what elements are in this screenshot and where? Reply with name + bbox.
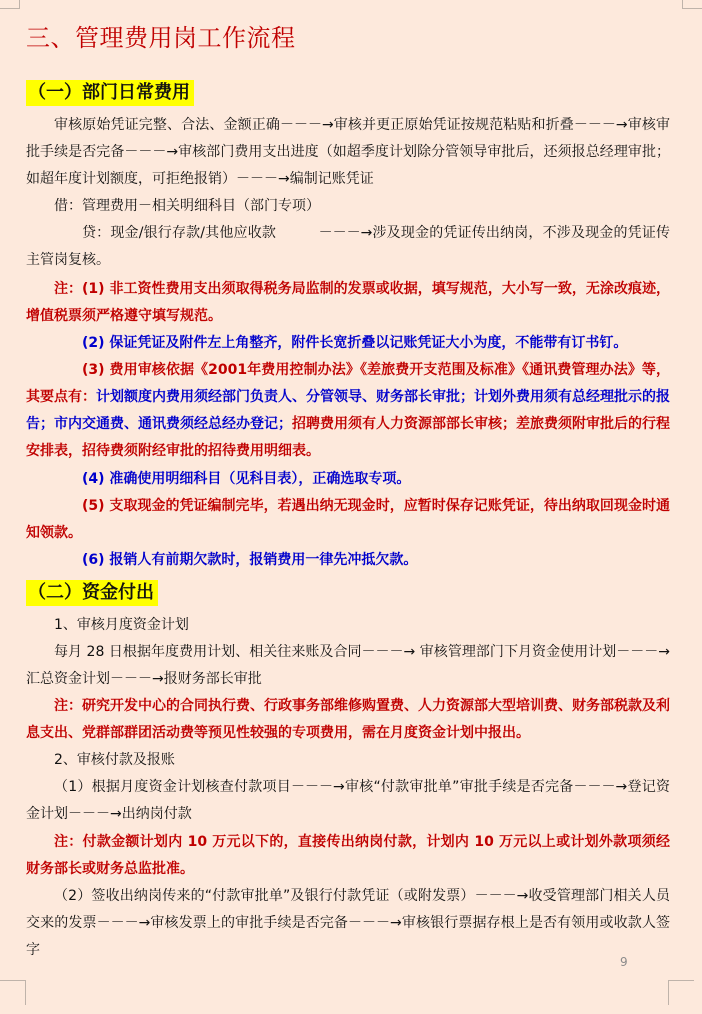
note-3 [26, 357, 670, 465]
crop-mark-bottom-right [668, 980, 694, 1005]
page-number: 9 [620, 955, 628, 969]
note-6: (6) 报销人有前期欠款时，报销费用一律先冲抵欠款。 [82, 552, 418, 568]
crop-mark-bottom-left [0, 980, 26, 1005]
page-title: 三、管理费用岗工作流程 [26, 24, 296, 52]
note-3-part-1: (3) 费用审核依据《2001年费用控制办法》《差旅费开支范围及标准》《通讯费管理办法》等，其要点有： [26, 362, 670, 405]
sub1-flow: 每月 28 日根据年度费用计划、相关往来账及合同－－－→ 审核管理部门下月资金使用计划－－－→汇总资金计划－－－→报财务部长审批 [26, 644, 670, 687]
note-4: (4) 准确使用明细科目（见科目表），正确选取专项。 [82, 471, 411, 487]
sub2-paragraph-1: （1）根据月度资金计划核查付款项目－－－→审核“付款审批单”审批手续是否完备－－－→登记资金计划－－－→出纳岗付款 [26, 779, 670, 822]
sub1-note: 注：研究开发中心的合同执行费、行政事务部维修购置费、人力资源部大型培训费、财务部税款及利息支出、党群部群团活动费等预见性较强的专项费用，需在月度资金计划中报出。 [26, 698, 670, 741]
note-2: (2) 保证凭证及附件左上角整齐，附件长宽折叠以记账凭证大小为度，不能带有订书钉。 [82, 335, 628, 351]
sub2-note: 注：付款金额计划内 10 万元以下的，直接传出纳岗付款，计划内 10 万元以上或计划外款项须经财务部长或财务总监批准。 [26, 834, 670, 877]
credit-entry: 贷：现金/银行存款/其他应收款 －－－→涉及现金的凭证传出纳岗，不涉及现金的凭证传主管岗复核。 [26, 225, 670, 268]
crop-mark-top-right [682, 0, 702, 9]
sub2-title: 2、审核付款及报账 [54, 752, 175, 768]
note-3-part-3: 招聘费用须有人力资源部部长审核；差旅费须附审批后的行程安排表，招待费须附经审批的招待费用明细表。 [26, 416, 670, 459]
debit-entry: 借：管理费用－相关明细科目（部门专项） [54, 198, 320, 214]
daily-expense-flow: 审核原始凭证完整、合法、金额正确－－－→审核并更正原始凭证按规范粘贴和折叠－－－→审核审批手续是否完备－－－→审核部门费用支出进度（如超季度计划除分管领导审批后，还须报总经理审批；如超年度计划额度，可拒绝报销）－－－→编制记账凭证 [26, 117, 670, 187]
sub1-title: 1、审核月度资金计划 [54, 617, 189, 633]
note-5: (5) 支取现金的凭证编制完毕，若遇出纳无现金时，应暂时保存记账凭证，待出纳取回现金时通知领款。 [26, 498, 670, 541]
note-3-part-2: 计划额度内费用须经部门负责人、分管领导、财务部长审批；计划外费用须有总经理批示的报告；市内交通费、通讯费须经总经办登记； [26, 389, 670, 432]
section-heading-fund-payment: （二）资金付出 [26, 580, 158, 606]
sub2-paragraph-2: （2）签收出纳岗传来的“付款审批单”及银行付款凭证（或附发票）－－－→收受管理部门相关人员交来的发票－－－→审核发票上的审批手续是否完备－－－→审核银行票据存根上是否有领用或收款人签字 [26, 888, 670, 958]
note-1: 注：(1) 非工资性费用支出须取得税务局监制的发票或收据，填写规范，大小写一致，无涂改痕迹，增值税票须严格遵守填写规范。 [26, 281, 670, 324]
section-heading-daily-expenses: （一）部门日常费用 [26, 80, 194, 106]
crop-mark-top-left [0, 0, 20, 9]
